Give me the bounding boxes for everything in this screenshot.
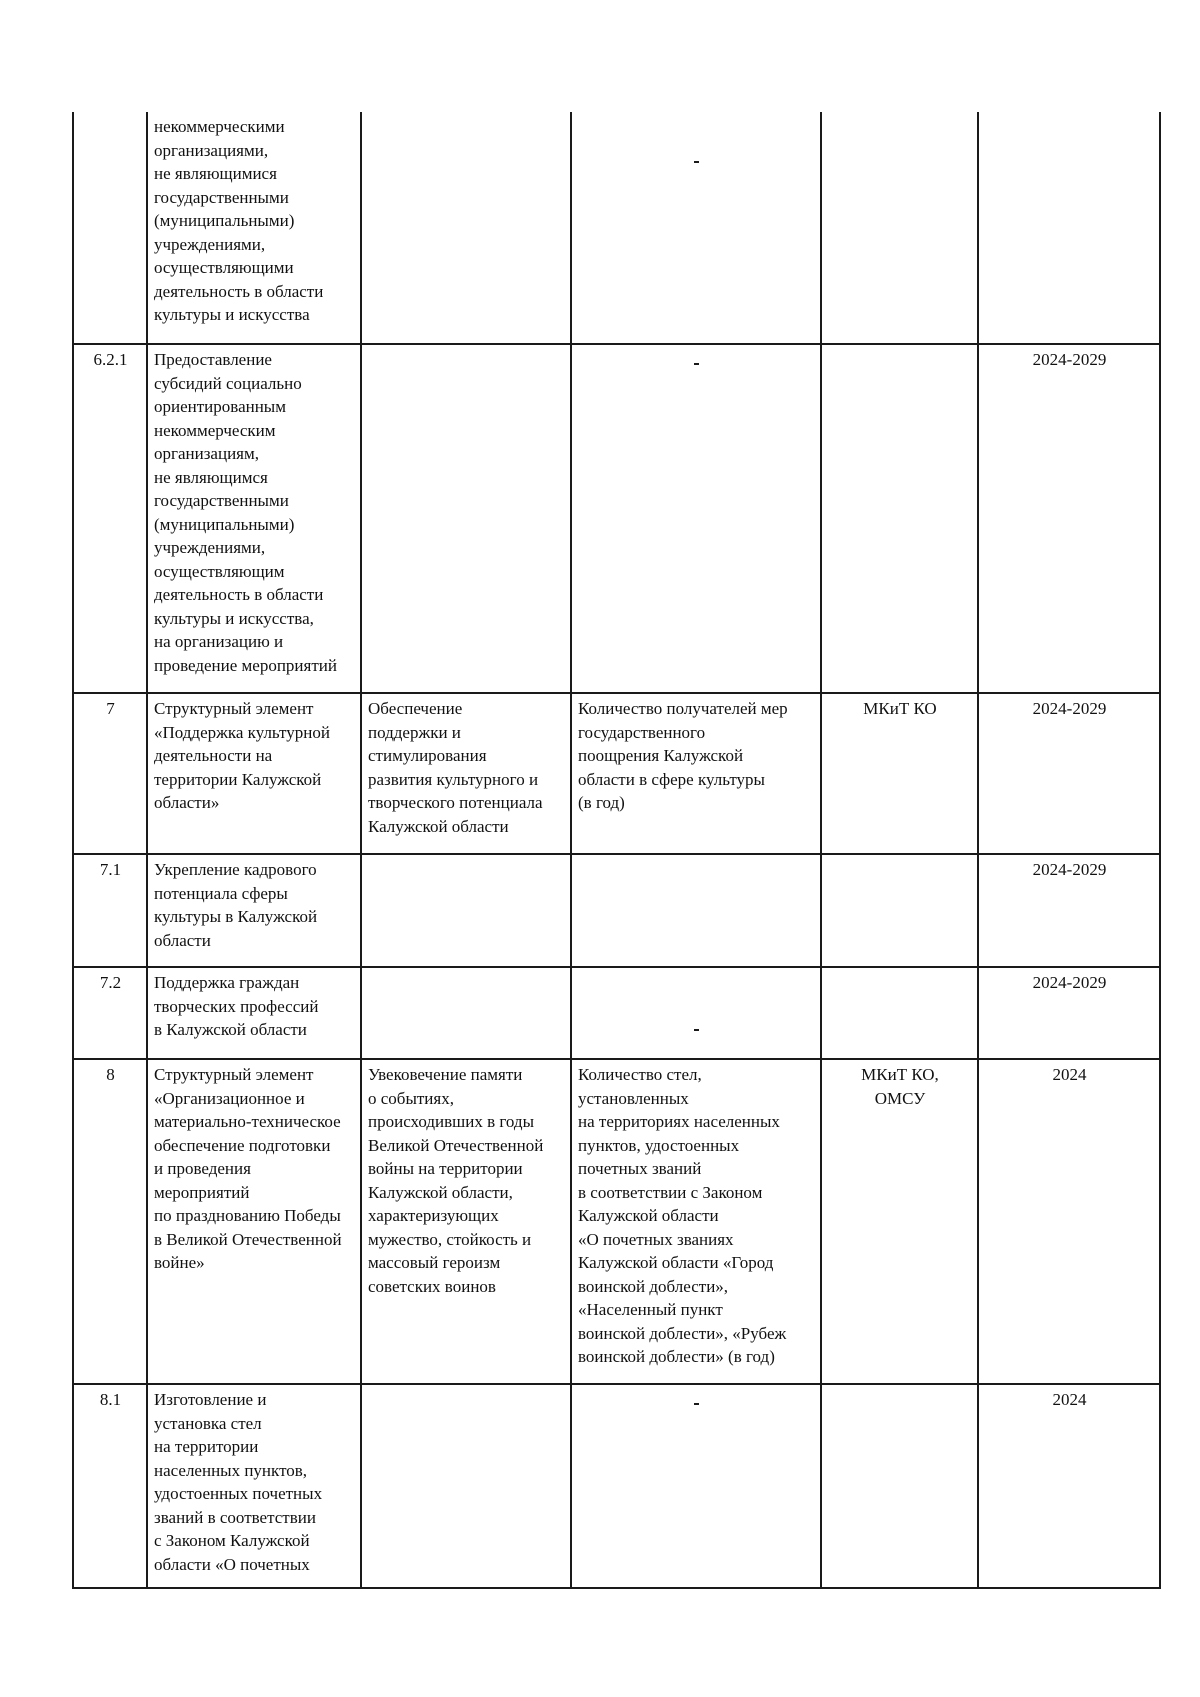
executor-cell: МКиТ КО <box>821 693 978 854</box>
task-cell <box>361 112 571 344</box>
row-number: 6.2.1 <box>73 344 147 693</box>
period-cell: 2024-2029 <box>978 854 1160 967</box>
indicator-cell: Количество получателей мер государственного поощрения Калужской области в сфере культуры (в год) <box>571 693 821 854</box>
period-cell: 2024 <box>978 1384 1160 1588</box>
table-row <box>73 967 1160 1059</box>
period-cell: 2024-2029 <box>978 344 1160 693</box>
row-number: 7 <box>73 693 147 854</box>
row-number: 8 <box>73 1059 147 1384</box>
task-cell: Увековечение памяти о событиях, происходивших в годы Великой Отечественной войны на территории Калужской области, характеризующих мужество, стойкость и массовый героизм советских воинов <box>361 1059 571 1384</box>
task-cell <box>361 967 571 1059</box>
table-row <box>73 112 1160 344</box>
task-cell <box>361 344 571 693</box>
executor-cell <box>821 967 978 1059</box>
program-table <box>72 112 1161 1589</box>
indicator-cell <box>571 967 821 1059</box>
period-cell: 2024-2029 <box>978 967 1160 1059</box>
executor-cell <box>821 112 978 344</box>
period-cell: 2024 <box>978 1059 1160 1384</box>
table-row <box>73 1384 1160 1588</box>
empty-dash <box>694 363 699 365</box>
indicator-cell: Количество стел, установленных на территориях населенных пунктов, удостоенных почетных званий в соответствии с Законом Калужской области «О почетных званиях Калужской области «Город воинской доблести», «Населенный пункт воинской доблести», «Рубеж воинской доблести» (в год) <box>571 1059 821 1384</box>
indicator-cell <box>571 344 821 693</box>
empty-dash <box>694 161 699 163</box>
table-row <box>73 344 1160 693</box>
empty-dash <box>694 1403 699 1405</box>
task-cell <box>361 1384 571 1588</box>
indicator-cell <box>571 112 821 344</box>
period-cell <box>978 112 1160 344</box>
element-name: Структурный элемент «Поддержка культурной деятельности на территории Калужской области» <box>147 693 361 854</box>
element-name: некоммерческими организациями, не являющимися государственными (муниципальными) учреждениями, осуществляющими деятельность в области культуры и искусства <box>147 112 361 344</box>
table-row <box>73 1059 1160 1384</box>
row-number: 7.1 <box>73 854 147 967</box>
executor-cell: МКиТ КО, ОМСУ <box>821 1059 978 1384</box>
element-name: Предоставление субсидий социально ориентированным некоммерческим организациям, не являющимся государственными (муниципальными) учреждениями, осуществляющим деятельность в области культуры и искусства, на организацию и проведение мероприятий <box>147 344 361 693</box>
element-name: Поддержка граждан творческих профессий в Калужской области <box>147 967 361 1059</box>
executor-cell <box>821 1384 978 1588</box>
indicator-cell <box>571 1384 821 1588</box>
row-number: 7.2 <box>73 967 147 1059</box>
row-number <box>73 112 147 344</box>
table-row <box>73 854 1160 967</box>
element-name: Структурный элемент «Организационное и материально-техническое обеспечение подготовки и проведения мероприятий по празднованию Победы в Великой Отечественной войне» <box>147 1059 361 1384</box>
empty-dash <box>694 1029 699 1031</box>
table-row <box>73 693 1160 854</box>
row-number: 8.1 <box>73 1384 147 1588</box>
element-name: Укрепление кадрового потенциала сферы культуры в Калужской области <box>147 854 361 967</box>
element-name: Изготовление и установка стел на территории населенных пунктов, удостоенных почетных званий в соответствии с Законом Калужской области «О почетных <box>147 1384 361 1588</box>
task-cell: Обеспечение поддержки и стимулирования развития культурного и творческого потенциала Калужской области <box>361 693 571 854</box>
executor-cell <box>821 854 978 967</box>
period-cell: 2024-2029 <box>978 693 1160 854</box>
executor-cell <box>821 344 978 693</box>
indicator-cell <box>571 854 821 967</box>
task-cell <box>361 854 571 967</box>
